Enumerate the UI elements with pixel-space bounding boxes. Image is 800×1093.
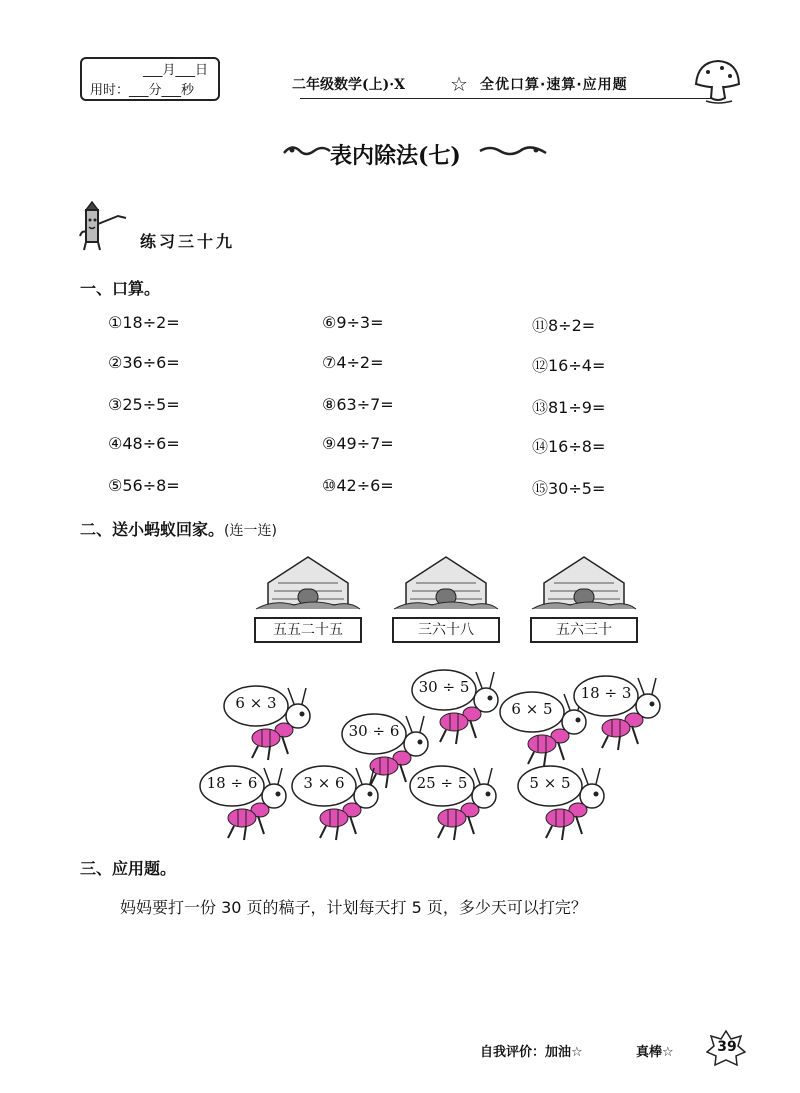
ant-house	[530, 553, 638, 643]
ant-house	[392, 553, 500, 643]
ant-card	[410, 666, 510, 748]
great-rating: 真棒☆	[636, 1045, 674, 1060]
calc-item: ⑤56÷8=	[108, 476, 180, 495]
book-title: 二年级数学(上)·X	[292, 77, 405, 93]
title-ornament-left	[282, 141, 332, 161]
header-divider	[300, 98, 720, 99]
section-2-heading	[80, 517, 277, 540]
ant-expression: 30 ÷ 6	[348, 722, 400, 740]
word-problem: 妈妈要打一份 30 页的稿子，计划每天打 5 页，多少天可以打完？	[120, 898, 587, 917]
house-icon	[530, 553, 638, 623]
ant-expression: 25 ÷ 5	[416, 774, 468, 792]
date-line: ___月___日	[142, 63, 208, 78]
section-2-note: (连一连)	[224, 523, 277, 539]
ant-expression: 18 ÷ 6	[206, 774, 258, 792]
house-label: 五五二十五	[254, 617, 362, 643]
ant-card	[290, 762, 390, 844]
calc-item: ⑮30÷5=	[532, 479, 606, 498]
page-number: 39	[717, 1039, 737, 1055]
ant-expression: 30 ÷ 5	[418, 678, 470, 696]
calc-item: ⑩42÷6=	[322, 476, 394, 495]
calc-item: ⑪8÷2=	[532, 316, 596, 335]
ant-card	[408, 762, 508, 844]
section-3-heading: 三、应用题。	[80, 859, 177, 878]
mushroom-icon	[692, 58, 742, 106]
page-title: 表内除法(七)	[330, 143, 461, 169]
house-icon	[392, 553, 500, 623]
house-label: 三六十八	[392, 617, 500, 643]
section-2-heading-text: 二、送小蚂蚁回家。	[80, 520, 225, 539]
calc-item: ⑥9÷3=	[322, 313, 384, 332]
calc-item: ⑬81÷9=	[532, 398, 606, 417]
self-evaluation: 自我评价：加油☆	[480, 1045, 583, 1060]
pencil-mascot-icon	[78, 200, 138, 252]
time-line: 用时：___分___秒	[90, 83, 195, 98]
date-time-box	[80, 57, 220, 101]
ant-expression: 5 × 5	[529, 774, 571, 792]
calc-item: ①18÷2=	[108, 313, 180, 332]
ant-expression: 18 ÷ 3	[580, 684, 632, 702]
title-ornament-right	[478, 141, 548, 161]
calc-item: ⑧63÷7=	[322, 395, 394, 414]
ant-expression: 6 × 3	[235, 694, 277, 712]
calc-item: ④48÷6=	[108, 434, 180, 453]
section-1-heading: 一、口算。	[80, 279, 161, 298]
calc-item: ⑨49÷7=	[322, 434, 394, 453]
star-icon: ☆	[450, 72, 468, 96]
ant-house	[254, 553, 362, 643]
ant-expression: 6 × 5	[511, 700, 553, 718]
house-icon	[254, 553, 362, 623]
calc-item: ⑫16÷4=	[532, 356, 606, 375]
ant-card	[198, 762, 298, 844]
ant-card	[222, 682, 322, 764]
series-title: 全优口算·速算·应用题	[480, 77, 628, 93]
calc-item: ⑭16÷8=	[532, 437, 606, 456]
calc-item: ③25÷5=	[108, 395, 180, 414]
ant-expression: 3 × 6	[303, 774, 345, 792]
house-label: 五六三十	[530, 617, 638, 643]
exercise-title: 练习三十九	[140, 232, 236, 251]
ant-card	[516, 762, 616, 844]
calc-item: ⑦4÷2=	[322, 353, 384, 372]
ant-card	[572, 672, 672, 754]
calc-item: ②36÷6=	[108, 353, 180, 372]
